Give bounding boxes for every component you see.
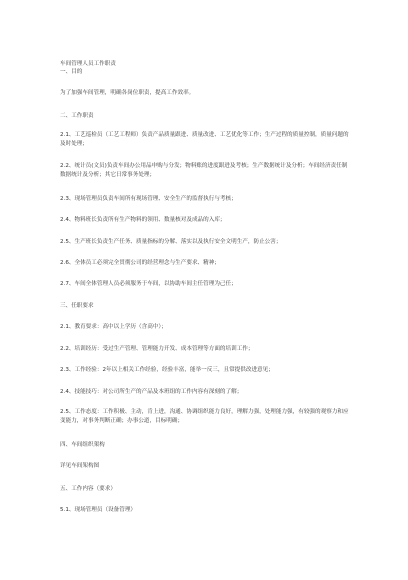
section-heading-work-content: 五、工作内容（要求） bbox=[60, 486, 116, 492]
duty-item-2-3: 2.3、现场管理员负责车间所有现场管理、安全生产的监督执行与考核； bbox=[60, 196, 237, 202]
requirement-item-training: 2.2、培训经历：受过生产管理、管理能力开发、成本管理等方面的培训工作； bbox=[60, 346, 254, 352]
purpose-text: 为了加强车间管理，明确各岗位职责，提高工作效率。 bbox=[60, 90, 195, 96]
document-title: 车间管理人员工作职责 bbox=[60, 61, 116, 67]
duty-item-2-5: 2.5、生产班长负责生产任务、质量指标的分解、落实以及执行安全文明生产，防止公害； bbox=[60, 239, 282, 245]
requirement-item-experience: 2.3、工作经验：2年以上相关工作经验，经验丰富，能举一反三，且常提供改进意见； bbox=[60, 367, 274, 373]
section-heading-purpose: 一、目的 bbox=[60, 69, 83, 75]
duty-item-2-7: 2.7、车间全体管理人员必须服务于车间，以协助车间主任管理为己任； bbox=[60, 281, 237, 287]
requirement-item-skills: 2.4、技能技巧：对公司所生产的产品及本班组的工作内容有深刻的了解； bbox=[60, 389, 243, 395]
requirement-item-attitude: 2.5、工作态度：工作积极、主动，肯上进，沟通、协调组织能力良好，理解力强，处理能力强，有较强的观察力和应变能力，对事务判断正确；办事公道，目标明确； bbox=[60, 409, 349, 424]
requirement-item-education: 2.1、教育要求：高中以上学历（含高中）； bbox=[60, 324, 167, 330]
organization-text: 详见车间架构图 bbox=[60, 463, 100, 469]
section-heading-duties: 二、工作职责 bbox=[60, 113, 94, 119]
duty-item-2-1: 2.1、工艺巡检员（工艺工程师）负责产品质量跟进、质量改进、工艺优化等工作；生产过程的质量控制，质量问题的及时处理； bbox=[60, 132, 349, 147]
duty-item-2-6: 2.6、全体员工必须完全贯彻公司的经营理念与生产要求、精神； bbox=[60, 260, 220, 266]
duty-item-2-2: 2.2、统计员(文员)负责车间办公用品申购与分发；物料账的进度跟进及考核；生产数据统计及分析；车间经济责任制数据统计及分析；其它日常事务处理； bbox=[60, 163, 348, 178]
section-heading-organization: 四、车间组织架构 bbox=[60, 442, 105, 448]
work-content-item-5-1: 5.1、现场管理员（设备管理） bbox=[60, 507, 137, 513]
section-heading-requirements: 三、任职要求 bbox=[60, 303, 94, 309]
duty-item-2-4: 2.4、物料班长负责所有生产物料的领用、数量核对及成品的入库； bbox=[60, 217, 226, 223]
